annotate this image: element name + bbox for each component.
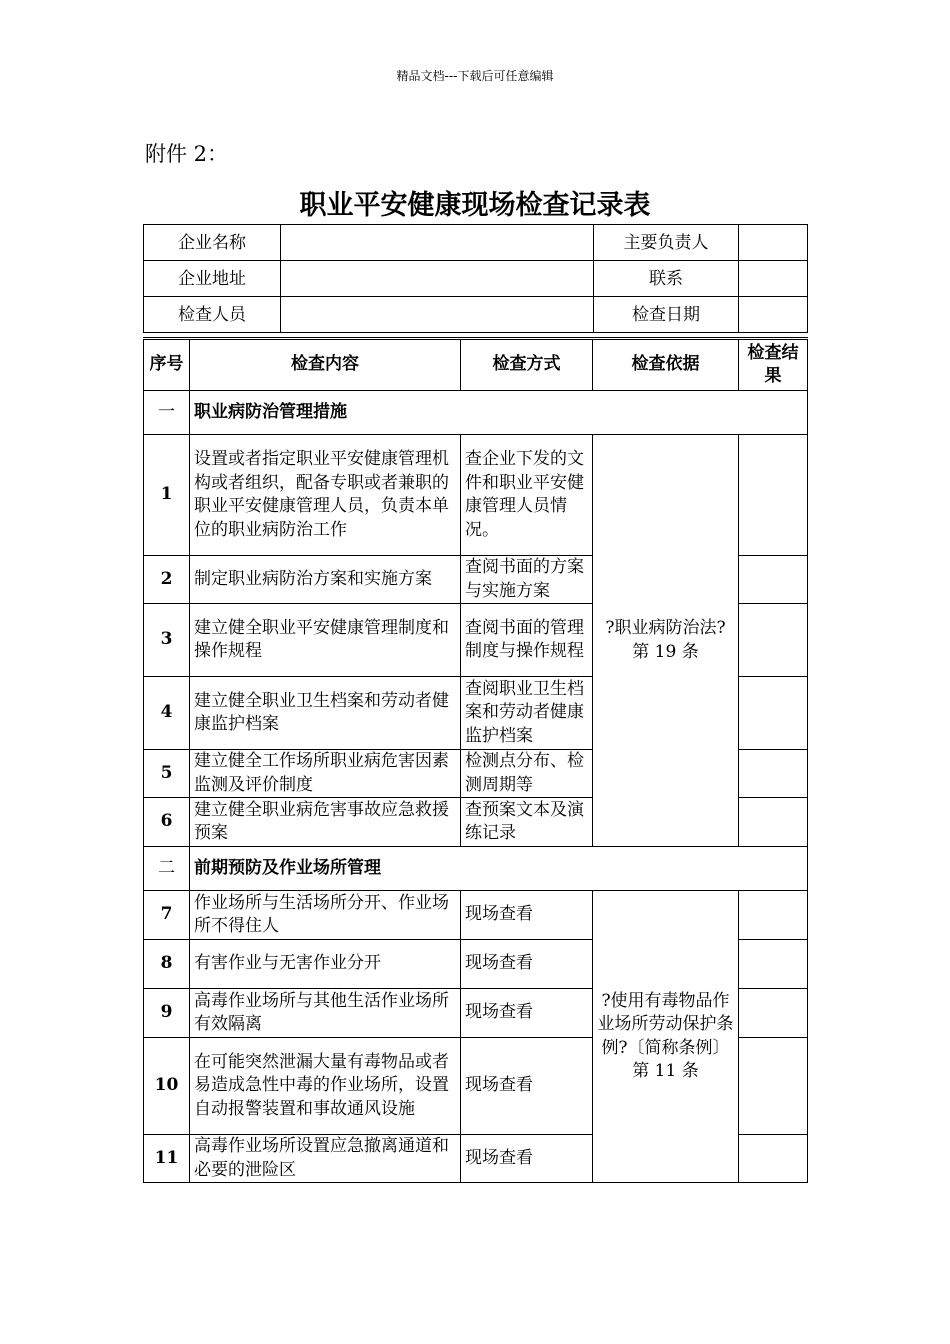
section-row <box>144 391 808 435</box>
info-row <box>144 225 808 261</box>
row-content: 高毒作业场所与其他生活作业场所有效隔离 <box>190 989 461 1038</box>
table-header-row <box>144 339 808 391</box>
info-row <box>144 261 808 297</box>
inspector-label: 检查人员 <box>144 297 281 333</box>
row-content: 高毒作业场所设置应急撤离通道和必要的泄险区 <box>190 1135 461 1183</box>
section-title: 前期预防及作业场所管理 <box>190 847 808 891</box>
row-content: 建立健全职业卫生档案和劳动者健康监护档案 <box>190 677 461 750</box>
row-method: 查预案文本及演练记录 <box>461 798 593 847</box>
inspection-date-label: 检查日期 <box>594 297 739 333</box>
row-number: 10 <box>144 1038 190 1135</box>
result-cell[interactable] <box>739 891 808 940</box>
company-address-label: 企业地址 <box>144 261 281 297</box>
row-content: 制定职业病防治方案和实施方案 <box>190 556 461 604</box>
result-cell[interactable] <box>739 750 808 798</box>
row-number: 6 <box>144 798 190 847</box>
result-cell[interactable] <box>739 989 808 1038</box>
header-note: 精品文档---下载后可任意编辑 <box>396 69 554 83</box>
result-cell[interactable] <box>739 604 808 677</box>
row-method: 现场查看 <box>461 989 593 1038</box>
company-name-field[interactable] <box>281 225 594 261</box>
result-cell[interactable] <box>739 677 808 750</box>
contact-field[interactable] <box>739 261 808 297</box>
col-basis: 检查依据 <box>593 339 739 391</box>
row-method: 查企业下发的文件和职业平安健康管理人员情况。 <box>461 435 593 556</box>
row-content: 建立健全职业平安健康管理制度和操作规程 <box>190 604 461 677</box>
main-responsible-label: 主要负责人 <box>594 225 739 261</box>
row-number: 7 <box>144 891 190 940</box>
row-number: 9 <box>144 989 190 1038</box>
attachment-label: 附件 2： <box>145 142 229 166</box>
row-number: 4 <box>144 677 190 750</box>
row-basis: ?职业病防治法?第 19 条 <box>593 435 739 847</box>
row-number: 8 <box>144 940 190 989</box>
table-row <box>144 891 808 940</box>
row-content: 有害作业与无害作业分开 <box>190 940 461 989</box>
row-method: 现场查看 <box>461 891 593 940</box>
company-address-field[interactable] <box>281 261 594 297</box>
page-title: 职业平安健康现场检查记录表 <box>299 190 651 221</box>
result-cell[interactable] <box>739 435 808 556</box>
row-number: 3 <box>144 604 190 677</box>
inspection-table <box>143 337 808 1183</box>
row-number: 5 <box>144 750 190 798</box>
row-number: 2 <box>144 556 190 604</box>
row-content: 建立健全职业病危害事故应急救援预案 <box>190 798 461 847</box>
row-content: 设置或者指定职业平安健康管理机构或者组织，配备专职或者兼职的职业平安健康管理人员，负责本单位的职业病防治工作 <box>190 435 461 556</box>
main-responsible-field[interactable] <box>739 225 808 261</box>
section-title: 职业病防治管理措施 <box>190 391 808 435</box>
inspector-field[interactable] <box>281 297 594 333</box>
col-seq: 序号 <box>144 339 190 391</box>
info-row <box>144 297 808 333</box>
row-basis: ?使用有毒物品作业场所劳动保护条例?〔简称条例〕第 11 条 <box>593 891 739 1183</box>
col-result: 检查结果 <box>739 339 808 391</box>
info-table <box>143 224 808 333</box>
table-row <box>144 435 808 556</box>
row-content: 在可能突然泄漏大量有毒物品或者易造成急性中毒的作业场所，设置自动报警装置和事故通风设施 <box>190 1038 461 1135</box>
contact-label: 联系 <box>594 261 739 297</box>
row-method: 现场查看 <box>461 940 593 989</box>
row-method: 现场查看 <box>461 1135 593 1183</box>
row-method: 查阅书面的管理制度与操作规程 <box>461 604 593 677</box>
row-number: 1 <box>144 435 190 556</box>
result-cell[interactable] <box>739 1135 808 1183</box>
row-method: 查阅书面的方案与实施方案 <box>461 556 593 604</box>
section-number: 二 <box>144 847 190 891</box>
company-name-label: 企业名称 <box>144 225 281 261</box>
inspection-date-field[interactable] <box>739 297 808 333</box>
section-row <box>144 847 808 891</box>
row-method: 查阅职业卫生档案和劳动者健康监护档案 <box>461 677 593 750</box>
col-method: 检查方式 <box>461 339 593 391</box>
result-cell[interactable] <box>739 940 808 989</box>
row-content: 作业场所与生活场所分开、作业场所不得住人 <box>190 891 461 940</box>
row-method: 检测点分布、检测周期等 <box>461 750 593 798</box>
row-number: 11 <box>144 1135 190 1183</box>
result-cell[interactable] <box>739 798 808 847</box>
result-cell[interactable] <box>739 1038 808 1135</box>
section-number: 一 <box>144 391 190 435</box>
result-cell[interactable] <box>739 556 808 604</box>
row-method: 现场查看 <box>461 1038 593 1135</box>
col-content: 检查内容 <box>190 339 461 391</box>
row-content: 建立健全工作场所职业病危害因素监测及评价制度 <box>190 750 461 798</box>
